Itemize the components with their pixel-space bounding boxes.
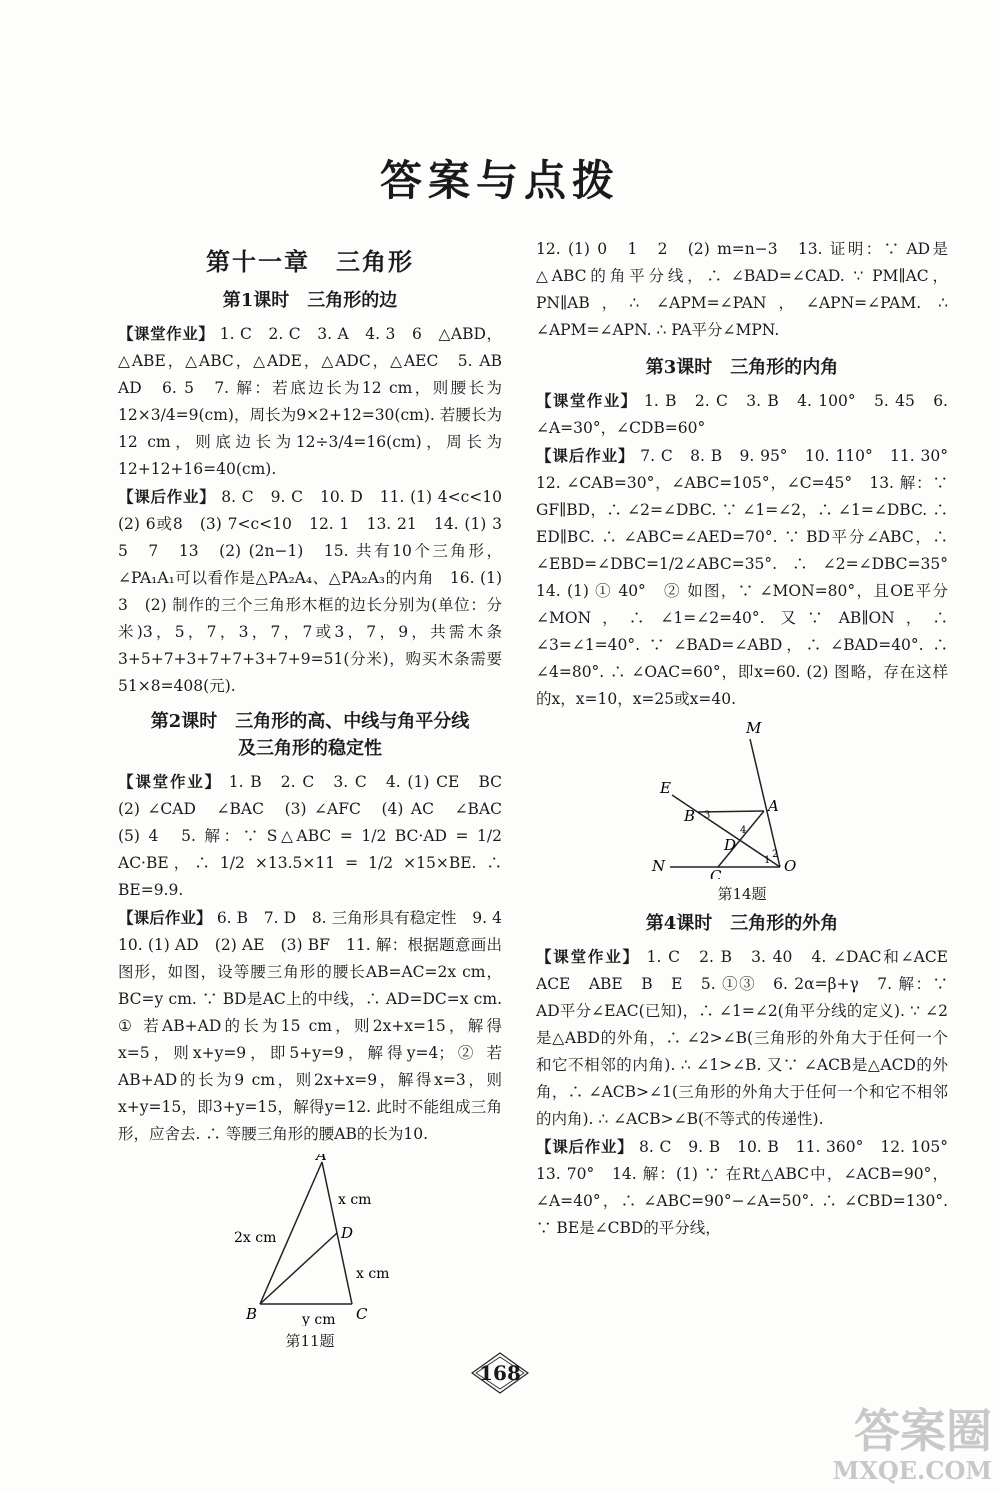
figure-14-caption: 第14题	[717, 885, 767, 903]
label-d: D	[724, 836, 737, 854]
triangle-diagram	[210, 1154, 410, 1326]
lesson3-class-work	[536, 387, 948, 442]
label-bc: y cm	[302, 1312, 336, 1326]
label-dc: x cm	[356, 1266, 390, 1282]
class-work-tag: 【课堂作业】	[536, 391, 638, 410]
angle-diagram	[642, 719, 842, 879]
class-work-tag: 【课堂作业】	[118, 324, 215, 343]
label-a: A	[316, 1154, 327, 1164]
lesson2-class-body: 1. B 2. C 3. C 4. (1) CE BC (2) ∠CAD ∠BAC (3) ∠AFC (4) AC ∠BAC (5) 4 5. 解：∵ S△ABC = 1/2 BC·AD = 1/2 AC·BE，∴ 1/2 ×13.5×11 = 1/2 ×15×BE. ∴ BE=9.9.	[118, 773, 518, 899]
after-work-tag: 【课后作业】	[118, 487, 216, 506]
label-n: N	[652, 857, 666, 875]
angle-3-label: 3	[704, 810, 711, 821]
class-work-tag: 【课堂作业】	[536, 947, 640, 966]
lesson4-class-body: 1. C 2. B 3. 40 4. ∠DAC和∠ACE ACE ABE B E 5. ①③ 6. 2α=β+γ 7. 解：∵ AD平分∠EAC(已知)，∴ ∠1=∠2(角平分线的定义). ∵ ∠2是△ABD的外角，∴ ∠2>∠B(三角形的外角大于任何一个和它不相邻的内角). ∴ ∠1>∠B. 又∵ ∠ACB是△ACD的外角，∴ ∠ACB>∠1(三角形的外角大于任何一个和它不相邻的内角). ∴ ∠ACB>∠B(不等式的传递性).	[536, 948, 964, 1128]
lesson1-class-body: 1. C 2. C 3. A 4. 3 6 △ABD，△ABE，△ABC，△ADE，△ADC，△AEC 5. AB AD 6. 5 7. 解：若底边长为12 cm，则腰长为12×3/4=9(cm)，周长为9×2+12=30(cm). 若腰长为12 cm，则底边长为12÷3/4=16(cm)，周长为12+12+16=40(cm).	[118, 325, 518, 478]
label-c: C	[710, 867, 722, 879]
lesson2-title	[118, 708, 502, 762]
lesson3-after-body: 7. C 8. B 9. 95° 10. 110° 11. 30° 12. ∠CAB=30°，∠ABC=105°，∠C=45° 13. 解：∵ GF∥BD，∴ ∠2=∠DBC. ∵ ∠1=∠2，∴ ∠1=∠DBC. ∴ ED∥BC. ∴ ∠ABC=∠AED=70°. ∵ BD平分∠ABC，∴ ∠EBD=∠DBC=1/2∠ABC=35°. ∴ ∠2=∠DBC=35° 14. (1) ① 40° ② 如图，∵ ∠MON=80°，且OE平分∠MON，∴ ∠1=∠2=40°. 又∵ AB∥ON，∴ ∠3=∠1=40°. ∵ ∠BAD=∠ABD，∴ ∠BAD=40°. ∴ ∠4=80°. ∴ ∠OAC=60°，即x=60. (2) 图略，存在这样的x，x=10，x=25或x=40.	[536, 447, 964, 708]
right-column	[536, 236, 964, 1242]
figure-11-caption: 第11题	[285, 1332, 335, 1350]
lesson2-after-body: 6. B 7. D 8. 三角形具有稳定性 9. 4 10. (1) AD (2) AE (3) BF 11. 解：根据题意画出图形，如图，设等腰三角形的腰长AB=AC=2x cm，BC=y cm. ∵ BD是AC上的中线，∴ AD=DC=x cm. ① 若AB+AD的长为15 cm，则2x+x=15，解得x=5，则x+y=9，即5+y=9，解得y=4；② 若AB+AD的长为9 cm，则2x+x=9，解得x=3，则x+y=15，即3+y=15，解得y=12. 此时不能组成三角形，应舍去. ∴ 等腰三角形的腰AB的长为10.	[118, 909, 518, 1143]
lesson2-title-line2: 及三角形的稳定性	[238, 738, 382, 759]
angle-4-label: 4	[740, 825, 747, 836]
lesson3-class-body: 1. B 2. C 3. B 4. 100° 5. 45 6. ∠A=30°，∠CDB=60°	[536, 392, 948, 437]
label-m: M	[746, 719, 762, 737]
label-b: B	[684, 807, 696, 825]
lesson3-after-work	[536, 442, 964, 713]
watermark-sub: MXQE.COM	[832, 1456, 992, 1485]
label-d: D	[341, 1224, 354, 1242]
after-work-tag: 【课后作业】	[536, 1137, 634, 1156]
lesson1-after-work	[118, 483, 518, 700]
left-column	[118, 236, 518, 1351]
label-a: A	[768, 797, 779, 815]
label-ad: x cm	[338, 1192, 372, 1208]
chapter-title: 第十一章 三角形	[206, 247, 414, 276]
lesson4-after-body: 8. C 9. B 10. B 11. 360° 12. 105° 13. 70° 14. 解：(1) ∵ 在Rt△ABC中，∠ACB=90°，∠A=40°，∴ ∠ABC=90°−∠A=50°. ∴ ∠CBD=130°. ∵ BE是∠CBD的平分线，	[536, 1138, 964, 1237]
lesson2-after-work	[118, 904, 518, 1148]
page-number: 168	[479, 1361, 521, 1385]
angle-1-label: 1	[764, 855, 771, 866]
after-work-tag: 【课后作业】	[536, 446, 635, 465]
lesson4-title: 第4课时 三角形的外角	[645, 913, 839, 934]
figure-11	[210, 1154, 410, 1351]
page-number-badge	[471, 1352, 529, 1394]
lesson1-after-body: 8. C 9. C 10. D 11. (1) 4<c<10 (2) 6或8 (3) 7<c<10 12. 1 13. 21 14. (1) 3 5 7 13 (2) (2n−1) 15. 共有10个三角形，∠PA₁A₁可以看作是△PA₂A₄、△PA₂A₃的内角 16. (1) 3 (2) 制作的三个三角形木框的边长分别为(单位：分米)3，5，7，3，7，7或3，7，9，共需木条3+5+7+3+7+7+3+7+9=51(分米)，购买木条需要51×8=408(元).	[118, 488, 518, 695]
label-c: C	[356, 1305, 368, 1323]
label-e: E	[660, 779, 671, 797]
watermark-main: 答案圈	[854, 1404, 992, 1458]
lesson2-class-work	[118, 768, 518, 904]
label-ab: 2x cm	[234, 1230, 277, 1246]
figure-14	[642, 719, 842, 904]
after-work-tag: 【课后作业】	[118, 908, 212, 927]
label-b: B	[246, 1305, 258, 1323]
lesson4-after-work	[536, 1133, 964, 1242]
lesson3-title: 第3课时 三角形的内角	[645, 357, 839, 378]
lesson4-class-work	[536, 943, 964, 1133]
lesson1-title: 第1课时 三角形的边	[222, 290, 398, 311]
class-work-tag: 【课堂作业】	[118, 772, 222, 791]
page-title: 答案与点拨	[379, 156, 620, 205]
angle-2-label: 2	[772, 849, 779, 860]
watermark-logo	[792, 1406, 992, 1486]
lesson1-class-work	[118, 320, 518, 483]
lesson2-continued: 12. (1) 0 1 2 (2) m=n−3 13. 证明：∵ AD是△ABC的角平分线，∴ ∠BAD=∠CAD. ∵ PM∥AC，PN∥AB，∴ ∠APM=∠PAN，∠APN=∠PAM. ∴ ∠APM=∠APN. ∴ PA平分∠MPN.	[536, 240, 948, 339]
lesson2-title-line1: 第2课时 三角形的高、中线与角平分线	[150, 711, 470, 732]
label-o: O	[784, 857, 797, 875]
